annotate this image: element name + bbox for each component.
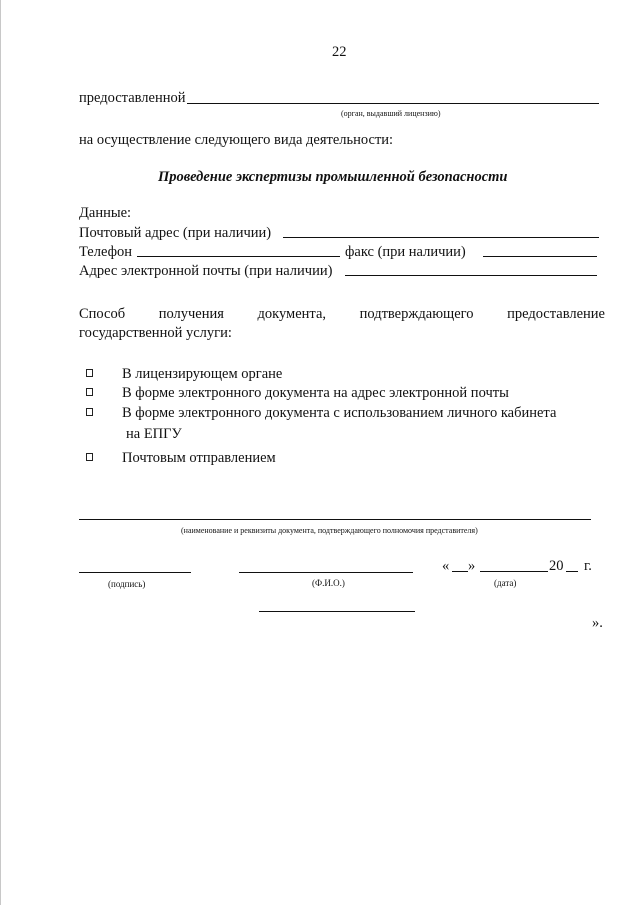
fax-field[interactable] <box>483 256 597 257</box>
page-number: 22 <box>332 44 347 60</box>
delivery-intro-word: получения <box>158 306 224 322</box>
option-label-epgu-cont: на ЕПГУ <box>126 426 182 442</box>
option-checkbox-licensing-body[interactable] <box>86 369 93 377</box>
delivery-intro-word: подтверждающего <box>359 306 474 322</box>
name-line[interactable] <box>239 572 413 573</box>
date-year-line[interactable] <box>566 571 578 572</box>
date-open-quote: « <box>442 558 450 574</box>
additional-line[interactable] <box>259 611 415 612</box>
option-label-email: В форме электронного документа на адрес электронной почты <box>122 385 509 401</box>
email-field[interactable] <box>345 275 597 276</box>
delivery-intro-line2: государственной услуги: <box>79 325 232 341</box>
signature-caption: (подпись) <box>108 579 146 589</box>
date-month-line[interactable] <box>480 571 548 572</box>
fax-label: факс (при наличии) <box>345 244 466 260</box>
option-label-post: Почтовым отправлением <box>122 450 276 466</box>
delivery-intro-word: предоставление <box>507 306 605 322</box>
contacts-heading: Данные: <box>79 205 132 221</box>
issued-by-caption: (орган, выдавший лицензию) <box>341 109 441 118</box>
signature-line[interactable] <box>79 572 191 573</box>
date-close-quote: » <box>468 558 476 574</box>
closing-mark: ». <box>592 615 603 631</box>
date-year-prefix: 20 <box>549 558 564 574</box>
representative-document-line[interactable] <box>79 519 591 520</box>
email-label: Адрес электронной почты (при наличии) <box>79 263 333 279</box>
phone-label: Телефон <box>79 244 132 260</box>
activity-intro: на осуществление следующего вида деятельности: <box>79 132 394 148</box>
name-caption: (Ф.И.О.) <box>312 578 345 588</box>
activity-title: Проведение экспертизы промышленной безопасности <box>158 169 508 185</box>
option-checkbox-email[interactable] <box>86 388 93 396</box>
issued-by-line[interactable] <box>187 103 599 104</box>
delivery-intro-word: Способ <box>79 306 126 322</box>
delivery-intro-word: документа, <box>257 306 327 322</box>
postal-field[interactable] <box>283 237 599 238</box>
postal-label: Почтовый адрес (при наличии) <box>79 225 272 241</box>
date-caption: (дата) <box>494 578 517 588</box>
option-label-licensing-body: В лицензирующем органе <box>122 366 283 382</box>
phone-field[interactable] <box>137 256 340 257</box>
representative-caption: (наименование и реквизиты документа, подтверждающего полномочия представителя) <box>181 526 478 535</box>
option-label-epgu: В форме электронного документа с использованием личного кабинета <box>122 405 557 421</box>
issued-by-label: предоставленной <box>79 90 186 106</box>
option-checkbox-post[interactable] <box>86 453 93 461</box>
date-day-line[interactable] <box>452 571 468 572</box>
option-checkbox-epgu[interactable] <box>86 408 93 416</box>
date-year-suffix: г. <box>584 558 592 574</box>
delivery-intro <box>79 305 605 323</box>
